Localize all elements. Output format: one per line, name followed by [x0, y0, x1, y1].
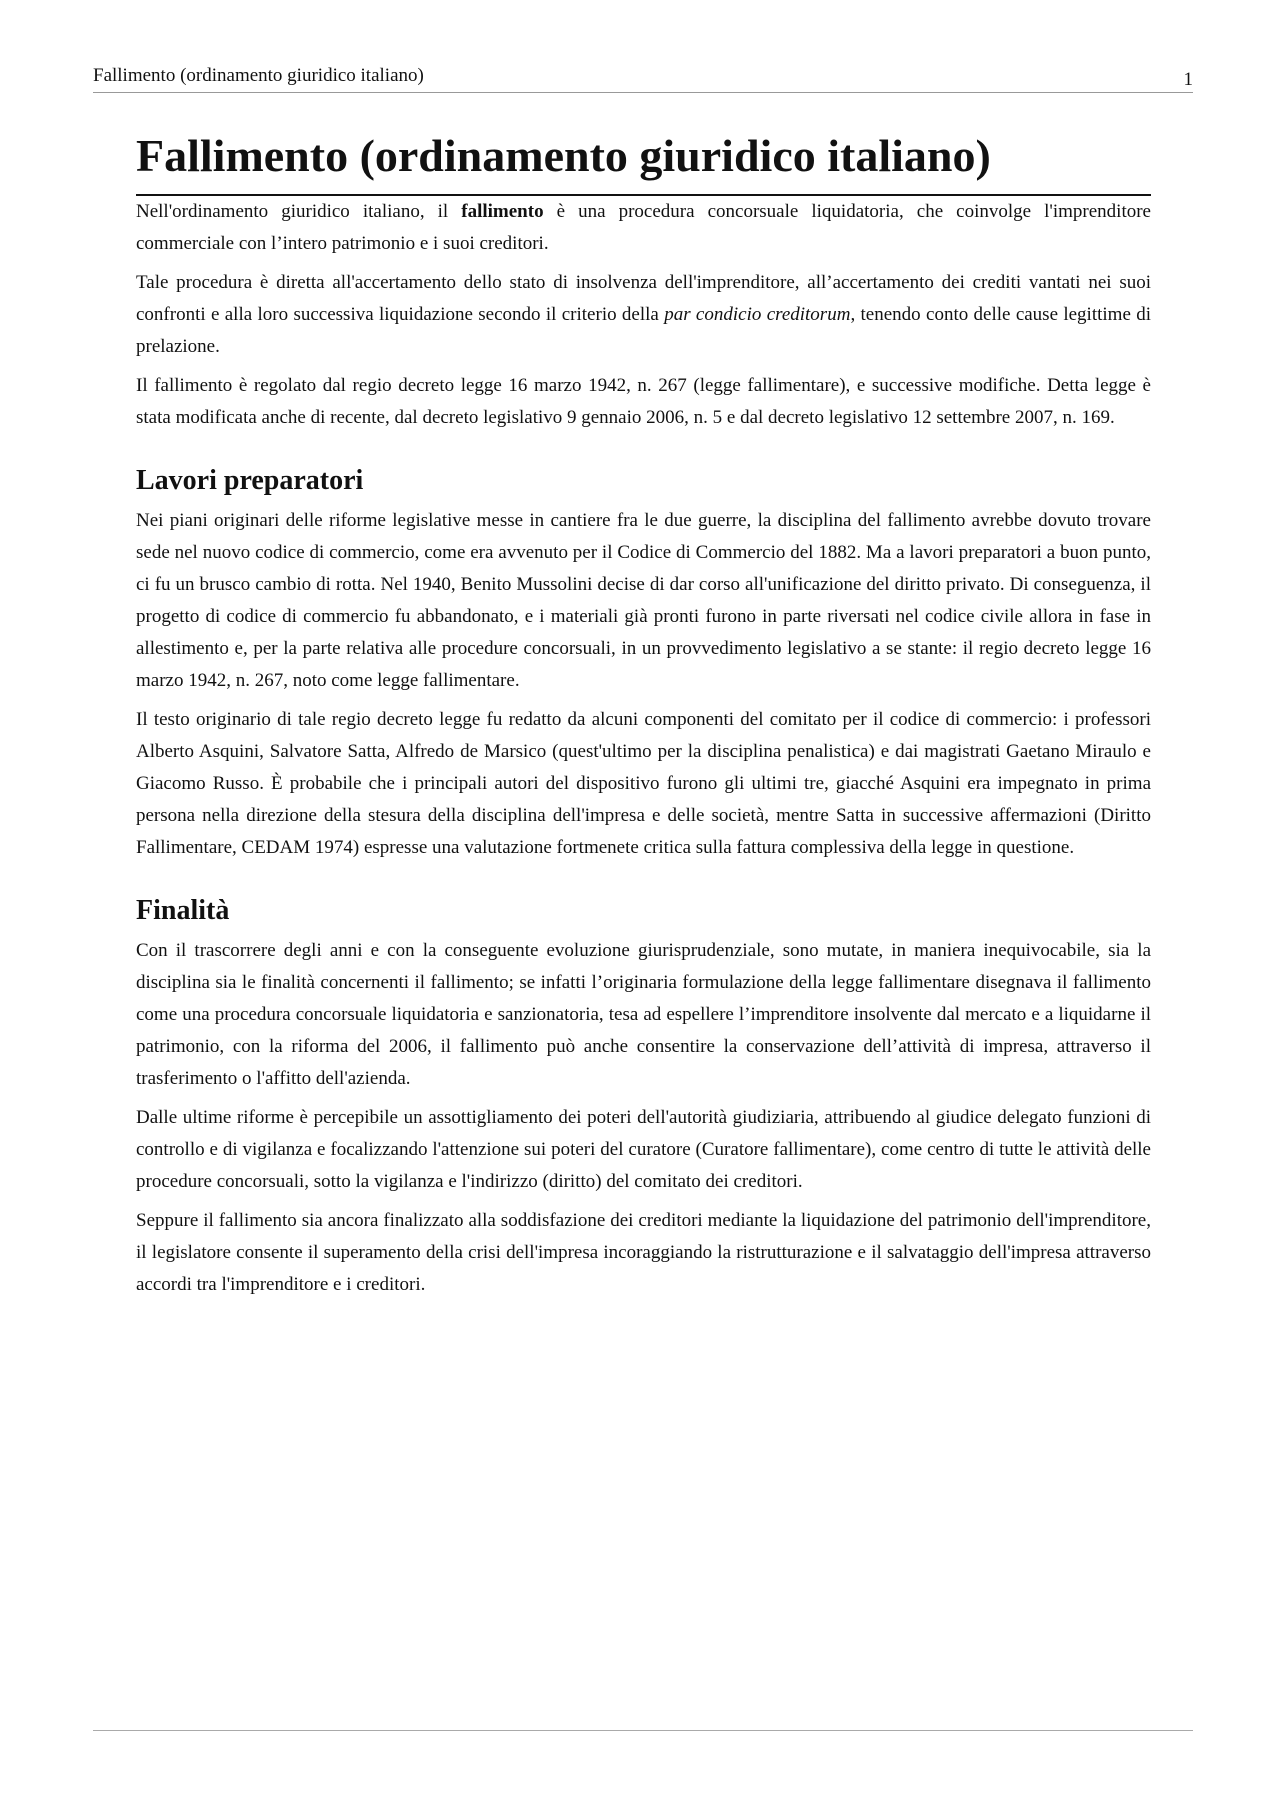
running-header-title: Fallimento (ordinamento giuridico italiano) [93, 65, 424, 86]
intro-paragraph-2-start: Tale procedura è diretta all'accertamento dello stato di insolvenza dell'imprenditore, all’accertamento dei crediti vantati nei suoi confronti e alla loro successiva liquidazione secondo il criterio della [136, 272, 1151, 325]
section-paragraph: Dalle ultime riforme è percepibile un assottigliamento dei poteri dell'autorità giudiziaria, attribuendo al giudice delegato funzioni di controllo e di vigilanza e focalizzando l'attenzione sui poteri del curatore (Curatore fallimentare), come centro di tutte le attività delle procedure concorsuali, sotto la vigilanza e l'indirizzo (diritto) del comitato dei creditori. [136, 1107, 1151, 1192]
intro-paragraph-1-start: Nell'ordinamento giuridico italiano, il [136, 201, 462, 222]
intro-paragraph-1-end: è una procedura concorsuale liquidatoria, che coinvolge l'imprenditore commerciale con l’intero patrimonio e i suoi creditori. [136, 201, 1151, 254]
page-number: 1 [1183, 69, 1193, 90]
latin-term: par condicio creditorum [664, 304, 851, 325]
section-heading-lavori-preparatori: Lavori preparatori [136, 465, 364, 496]
intro-paragraph-2 [136, 267, 1151, 363]
section-paragraph: Nei piani originari delle riforme legislative messe in cantiere fra le due guerre, la disciplina del fallimento avrebbe dovuto trovare sede nel nuovo codice di commercio, come era avvenuto per il Codice di Commercio del 1882. Ma a lavori preparatori a buon punto, ci fu un brusco cambio di rotta. Nel 1940, Benito Mussolini decise di dar corso all'unificazione del diritto privato. Di conseguenza, il progetto di codice di commercio fu abbandonato, e i materiali già pronti furono in parte riversati nel codice civile allora in fase in allestimento e, per la parte relativa alle procedure concorsuali, in un provvedimento legislativo a se stante: il regio decreto legge 16 marzo 1942, n. 267, noto come legge fallimentare. [136, 510, 1151, 691]
section-paragraph: Il testo originario di tale regio decreto legge fu redatto da alcuni componenti del comitato per il codice di commercio: i professori Alberto Asquini, Salvatore Satta, Alfredo de Marsico (quest'ultimo per la disciplina penalistica) e dai magistrati Gaetano Miraulo e Giacomo Russo. È probabile che i principali autori del dispositivo furono gli ultimi tre, giacché Asquini era impegnato in prima persona nella direzione della stesura della disciplina dell'impresa e delle società, mentre Satta in successive affermazioni (Diritto Fallimentare, CEDAM 1974) espresse una valutazione fortmenete critica sulla fattura complessiva della legge in questione. [136, 709, 1151, 858]
article-body [136, 126, 1151, 1308]
term-fallimento: fallimento [461, 201, 544, 222]
section-paragraph: Seppure il fallimento sia ancora finalizzato alla soddisfazione dei creditori mediante la liquidazione del patrimonio dell'imprenditore, il legislatore consente il superamento della crisi dell'impresa incoraggiando la ristrutturazione e il salvataggio dell'impresa attraverso accordi tra l'imprenditore e i creditori. [136, 1210, 1151, 1295]
footer-rule [93, 1730, 1193, 1731]
intro-paragraph-2-end: , tenendo conto delle cause legittime di prelazione. [136, 304, 1152, 357]
running-header [93, 64, 1193, 93]
section-heading-finalita: Finalità [136, 895, 230, 926]
intro-paragraph-1 [136, 196, 1151, 260]
intro-paragraph-3: Il fallimento è regolato dal regio decreto legge 16 marzo 1942, n. 267 (legge fallimentare), e successive modifiche. Detta legge è stata modificata anche di recente, dal decreto legislativo 9 gennaio 2006, n. 5 e dal decreto legislativo 12 settembre 2007, n. 169. [136, 375, 1151, 428]
page-title: Fallimento (ordinamento giuridico italiano) [136, 126, 1151, 196]
section-paragraph: Con il trascorrere degli anni e con la conseguente evoluzione giurisprudenziale, sono mutate, in maniera inequivocabile, sia la disciplina sia le finalità concernenti il fallimento; se infatti l’originaria formulazione della legge fallimentare disegnava il fallimento come una procedura concorsuale liquidatoria e sanzionatoria, tesa ad espellere l’imprenditore insolvente dal mercato e a liquidarne il patrimonio, con la riforma del 2006, il fallimento può anche consentire la conservazione dell’attività di impresa, attraverso il trasferimento o l'affitto dell'azienda. [136, 940, 1151, 1089]
